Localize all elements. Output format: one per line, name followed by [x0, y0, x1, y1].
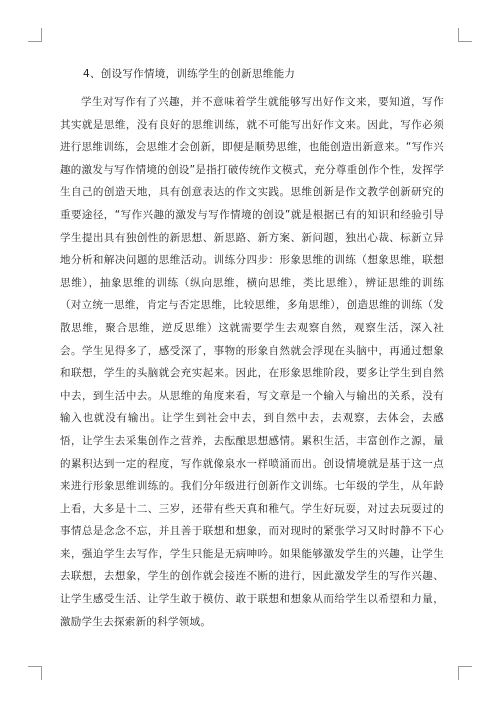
- crop-mark-bottom-right: [458, 666, 472, 680]
- body-paragraph: 学生对写作有了兴趣，并不意味着学生就能够写出好作文来，要知道，写作其实就是思维，没有良好的思维训练，就不可能写出好作文来。因此，写作必须进行思维训练，会思维才会创新，即便是顺势思维，也能创造出新意来。“写作兴趣的激发与写作情境的创设”是指打破传统作文模式，充分尊重创作个性，发挥学生自己的创造天地，具有创意表达的作文实践。思维创新是作文教学创新研究的重要途径，“写作兴趣的激发与写作情境的创设”就是根据已有的知识和经验引导学生提出具有独创性的新思想、新思路、新方案、新问题，独出心裁、标新立异地分析和解决问题的思维活动。训练分四步：形象思维的训练（想象思维，联想思维），抽象思维的训练（纵向思维，横向思维，类比思维），辨证思维的训练（对立统一思维，肯定与否定思维，比较思维，多角思维），创造思维的训练（发散思维，聚合思维，逆反思维）这就需要学生去观察自然，观察生活，深入社会。学生见得多了，感受深了，事物的形象自然就会浮现在头脑中，再通过想象和联想，学生的头脑就会充实起来。因此，在形象思维阶段，要多让学生到自然中去，到生活中去。从思维的角度来看，写文章是一个输入与输出的关系，没有输入也就没有输出。让学生到社会中去，到自然中去，去观察，去体会，去感悟，让学生去采集创作之营养，去酝酿思想感情。累积生活，丰富创作之源，量的累积达到一定的程度，写作就像泉水一样喷涌而出。创设情境就是基于这一点来进行形象思维训练的。我们分年级进行创新作文训练。七年级的学生，从年龄上看，大多是十二、三岁，还带有些天真和稚气。学生好玩耍，对过去玩耍过的事情总是念念不忘，并且善于联想和想象，而对现时的紧张学习又时时静不下心来，强迫学生去写作，学生只能是无病呻吟。如果能够激发学生的兴趣，让学生去联想，去想象，学生的创作就会接连不断的进行，因此激发学生的写作兴趣、让学生感受生活、让学生敢于模仿、敢于联想和想象从而给学生以希望和力量，激励学生去探索新的科学领域。: [60, 96, 444, 628]
- crop-mark-bottom-left: [28, 666, 42, 680]
- crop-mark-top-right: [458, 28, 472, 42]
- crop-mark-top-left: [28, 28, 42, 42]
- section-heading: 4、创设写作情境，训练学生的创新思维能力: [83, 68, 296, 80]
- document-body: [60, 67, 444, 633]
